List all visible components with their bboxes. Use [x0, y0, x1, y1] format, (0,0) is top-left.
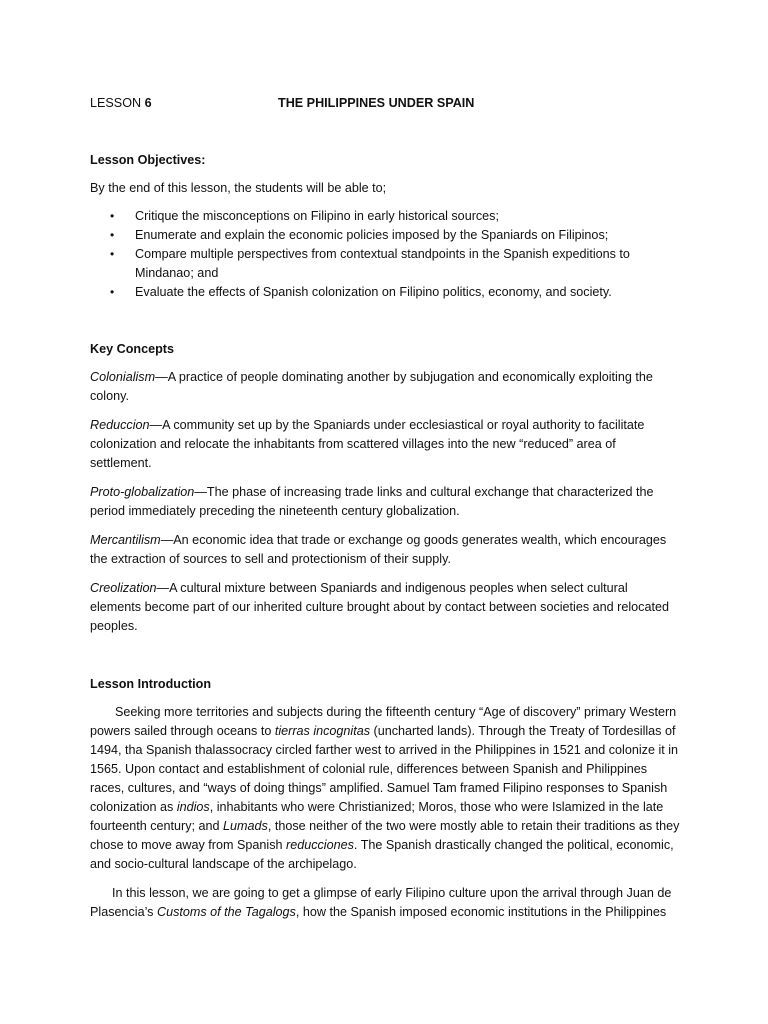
objective-item: [90, 207, 680, 226]
intro-text: , those neither of the two were mostly able to retain their traditions as they chose to move away from Spanish: [90, 819, 680, 852]
introduction-paragraph-1: [90, 703, 680, 874]
concept-term: Mercantilism: [90, 533, 161, 547]
intro-text: (uncharted lands). Through the Treaty of Tordesillas of 1494, tha Spanish thalassocracy circled farther west to arrived in the Philippines in 1521 and colonize it in 1565. Upon contact and establishment of colonial rule, differences between Spanish and Philippines races, cultures, and “ways of doing things” amplified. Samuel Tam framed Filipino responses to Spanish colonization as: [90, 724, 679, 814]
objective-item: [90, 283, 680, 302]
objective-text: Enumerate and explain the economic policies imposed by the Spaniards on Filipinos;: [135, 228, 609, 242]
lesson-label: [90, 94, 152, 113]
intro-italic-text: Lumads: [223, 819, 268, 833]
objective-item: [90, 226, 680, 245]
intro-italic-text: reducciones: [286, 838, 354, 852]
intro-italic-text: tierras incognitas: [274, 724, 371, 738]
intro-italic-text: Customs of the Tagalogs: [156, 905, 296, 919]
lesson-header: [90, 94, 680, 113]
objectives-intro: By the end of this lesson, the students will be able to;: [90, 181, 387, 195]
bullet-icon: •: [110, 285, 115, 299]
objective-text: Compare multiple perspectives from contextual standpoints in the Spanish expeditions to Mindanao; and: [135, 247, 630, 280]
bullet-icon: •: [110, 228, 115, 242]
bullet-icon: •: [110, 247, 115, 261]
intro-text: In this lesson, we are going to get a glimpse of early Filipino culture upon the arrival through Juan de Plasencia’s: [90, 886, 672, 919]
concept-entry: [90, 416, 680, 473]
intro-text: , how the Spanish imposed economic institutions in the Philippines: [295, 905, 667, 919]
concept-definition: —A cultural mixture between Spaniards and indigenous peoples when select cultural elements become part of our inherited culture brought about by contact between societies and relocated peoples.: [90, 581, 669, 633]
concept-entry: [90, 531, 680, 569]
concept-definition: —An economic idea that trade or exchange og goods generates wealth, which encourages the extraction of sources to sell and protectionism of their supply.: [90, 533, 667, 566]
document-body: [90, 94, 680, 932]
concept-definition: —The phase of increasing trade links and cultural exchange that characterized the period immediately preceding the nineteenth century globalization.: [90, 485, 654, 518]
lesson-title: THE PHILIPPINES UNDER SPAIN: [278, 96, 475, 110]
intro-text: . The Spanish drastically changed the political, economic, and socio-cultural landscape of the archipelago.: [90, 838, 674, 871]
intro-text: Seeking more territories and subjects during the fifteenth century “Age of discovery” primary Western powers sailed through oceans to: [90, 705, 677, 738]
objective-text: Critique the misconceptions on Filipino in early historical sources;: [135, 209, 499, 223]
concept-definition: —A practice of people dominating another by subjugation and economically exploiting the colony.: [90, 370, 653, 403]
introduction-paragraph-2: [90, 884, 680, 922]
concept-term: Reduccion: [90, 418, 150, 432]
objective-item: [90, 245, 680, 283]
concept-entry: [90, 368, 680, 406]
intro-text: , inhabitants who were Christianized; Moros, those who were Islamized in the late fourteenth century; and: [90, 800, 664, 833]
lesson-label-text: LESSON: [90, 96, 145, 110]
key-concepts-heading: Key Concepts: [90, 342, 174, 356]
concept-term: Creolization: [90, 581, 157, 595]
lesson-number: 6: [144, 96, 152, 110]
objectives-list: [90, 207, 680, 302]
objectives-heading: Lesson Objectives:: [90, 153, 206, 167]
concept-definition: —A community set up by the Spaniards under ecclesiastical or royal authority to facilitate colonization and relocate the inhabitants from scattered villages into the new “reduced” area of settlement.: [90, 418, 645, 470]
introduction-heading: Lesson Introduction: [90, 677, 212, 691]
intro-italic-text: indios: [176, 800, 210, 814]
concept-entry: [90, 579, 680, 636]
concept-entry: [90, 483, 680, 521]
concept-term: Colonialism: [90, 370, 156, 384]
objective-text: Evaluate the effects of Spanish colonization on Filipino politics, economy, and society.: [135, 285, 612, 299]
bullet-icon: •: [110, 209, 115, 223]
concept-term: Proto-globalization: [90, 485, 195, 499]
